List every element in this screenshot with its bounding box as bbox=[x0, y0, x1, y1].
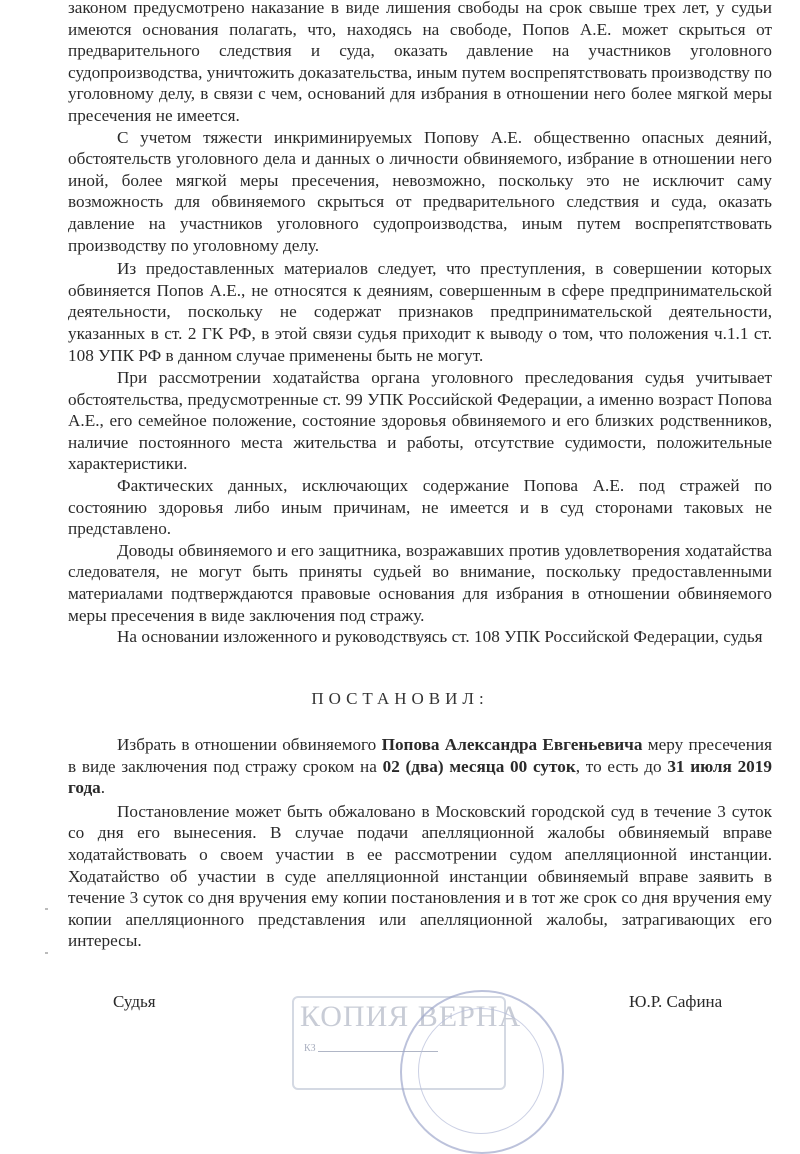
paragraph: При рассмотрении ходатайства органа уголовного преследования судья учитывает обстоятельства, предусмотренные ст. 99 УПК Российской Федерации, а именно возраст Попова А.Е., его семейное положение, состояние здоровья обвиняемого и его близких родственников, наличие постоянного места жительства и работы, отсутствие судимости, положительные характеристики. bbox=[68, 368, 772, 474]
paragraph: На основании изложенного и руководствуясь ст. 108 УПК Российской Федерации, судья bbox=[117, 627, 763, 647]
ruling-text: . bbox=[100, 778, 106, 798]
ruling-title: ПОСТАНОВИЛ: bbox=[311, 689, 489, 708]
ruling-text: Избрать в отношении обвиняемого bbox=[117, 735, 382, 754]
signature-label: Судья bbox=[113, 992, 156, 1011]
defendant-name: Попова Александра Евгеньевича bbox=[381, 735, 643, 754]
copy-stamp-field: КЗ bbox=[304, 1043, 316, 1054]
paragraph: Из предоставленных материалов следует, что преступления, в совершении которых обвиняется Попов А.Е., не относятся к деяниям, совершенным в сфере предпринимательской деятельности, поскольку не содержат признаков предпринимательской деятельности, указанных в ст. 2 ГК РФ, в этой связи судья приходит к выводу о том, что положения ч.1.1 ст. 108 УПК РФ в данном случае применены быть не могут. bbox=[68, 259, 772, 365]
paragraph: законом предусмотрено наказание в виде лишения свободы на срок свыше трех лет, у судьи имеются основания полагать, что, находясь на свободе, Попов А.Е. может скрыться от предварительного следствия и суда, оказать давление на участников уголовного судопроизводства, уничтожить доказательства, иным путем воспрепятствовать производству по уголовному делу, в связи с чем, оснований для избрания в отношении него более мягкой меры пресечения не имеется. bbox=[68, 0, 772, 125]
ruling-text: меру пресечения в виде заключения под стражу сроком на bbox=[68, 735, 772, 776]
copy-stamp-text: КОПИЯ ВЕРНА bbox=[300, 1000, 522, 1033]
court-seal-inner-ring bbox=[418, 1008, 544, 1134]
paragraph: Доводы обвиняемого и его защитника, возражавших против удовлетворения ходатайства следователя, не могут быть приняты судьей во внимание, поскольку предоставленными материалами подтверждаются правовые основания для избрания в отношении обвиняемого меры пресечения в виде заключения под стражу. bbox=[68, 540, 772, 625]
margin-mark bbox=[45, 908, 48, 910]
paragraph: С учетом тяжести инкриминируемых Попову А.Е. общественно опасных деяний, обстоятельств уголовного дела и данных о личности обвиняемого, избрание в отношении него иной, более мягкой меры пресечения, невозможно, поскольку это не исключит саму возможность для обвиняемого скрыться от предварительного следствия и суда, оказать давление на участников уголовного судопроизводства, иным путем воспрепятствовать производству по уголовному делу. bbox=[68, 127, 772, 255]
ruling-text: , то есть до bbox=[575, 756, 668, 776]
detention-term: 02 (два) месяца 00 суток bbox=[382, 756, 576, 776]
signature-name: Ю.Р. Сафина bbox=[629, 992, 723, 1011]
ruling-body bbox=[68, 734, 772, 952]
detention-end-date: 31 июля 2019 года bbox=[68, 756, 772, 798]
ruling-paragraph bbox=[68, 734, 772, 799]
document-body bbox=[68, 0, 772, 648]
appeal-paragraph: Постановление может быть обжаловано в Московский городской суд в течение 3 суток со дня его вынесения. В случае подачи апелляционной жалобы обвиняемый вправе ходатайствовать о своем участии в ее рассмотрении судом апелляционной инстанции. Ходатайство об участии в суде апелляционной инстанции обвиняемый вправе заявить в течение 3 суток со дня вручения ему копии постановления и в тот же срок со дня вручения ему копии апелляционного представления или апелляционной жалобы, затрагивающих его интересы. bbox=[68, 801, 772, 951]
paragraph: Фактических данных, исключающих содержание Попова А.Е. под стражей по состоянию здоровья либо иным причинам, не имеется и в суд сторонами таковых не представлено. bbox=[68, 476, 772, 539]
margin-mark bbox=[45, 952, 48, 954]
